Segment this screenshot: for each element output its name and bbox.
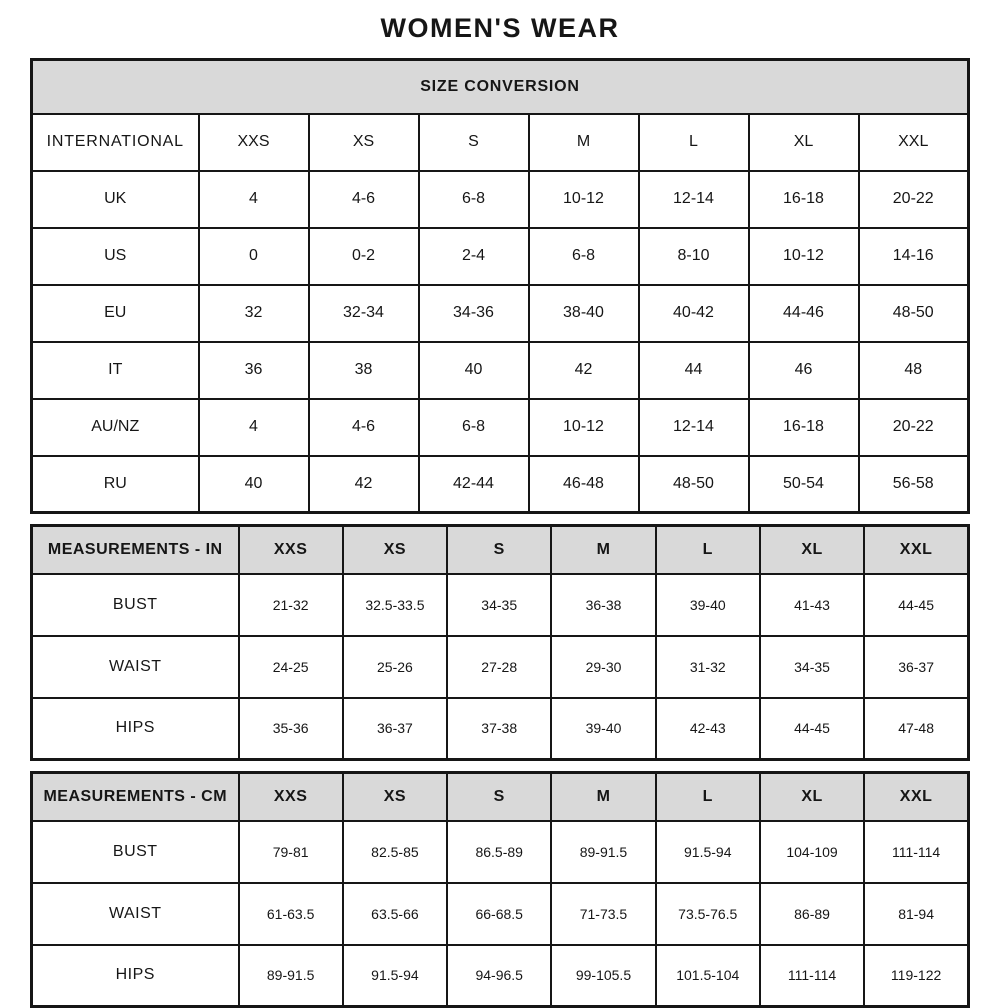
table-row-bust-cm bbox=[32, 821, 969, 883]
size-cell: 10-12 bbox=[529, 399, 639, 456]
measurement-cell: 89-91.5 bbox=[239, 945, 343, 1007]
measurements-in-title: MEASUREMENTS - IN bbox=[32, 526, 239, 574]
row-label: WAIST bbox=[32, 636, 239, 698]
measurement-cell: 79-81 bbox=[239, 821, 343, 883]
size-cell: 36 bbox=[199, 342, 309, 399]
measurement-cell: 32.5-33.5 bbox=[343, 574, 447, 636]
measurements-in-table bbox=[30, 524, 970, 761]
row-label: BUST bbox=[32, 821, 239, 883]
size-cell: 48 bbox=[859, 342, 969, 399]
size-cell: 10-12 bbox=[749, 228, 859, 285]
measurement-cell: 37-38 bbox=[447, 698, 551, 760]
column-header-xs: XS bbox=[343, 773, 447, 821]
size-cell: 16-18 bbox=[749, 399, 859, 456]
measurement-cell: 24-25 bbox=[239, 636, 343, 698]
column-header-xxl: XXL bbox=[859, 114, 969, 171]
measurement-cell: 63.5-66 bbox=[343, 883, 447, 945]
column-header-xxl: XXL bbox=[864, 526, 968, 574]
size-cell: 16-18 bbox=[749, 171, 859, 228]
measurement-cell: 111-114 bbox=[760, 945, 864, 1007]
row-label: BUST bbox=[32, 574, 239, 636]
measurement-cell: 89-91.5 bbox=[551, 821, 655, 883]
column-header-xl: XL bbox=[760, 773, 864, 821]
size-cell: 40-42 bbox=[639, 285, 749, 342]
size-cell: 42 bbox=[529, 342, 639, 399]
column-header-s: S bbox=[447, 526, 551, 574]
table-row-hips-cm bbox=[32, 945, 969, 1007]
measurement-cell: 111-114 bbox=[864, 821, 968, 883]
column-header-xxs: XXS bbox=[239, 526, 343, 574]
measurement-cell: 86.5-89 bbox=[447, 821, 551, 883]
size-cell: 48-50 bbox=[639, 456, 749, 513]
size-cell: 6-8 bbox=[529, 228, 639, 285]
size-cell: 34-36 bbox=[419, 285, 529, 342]
column-header-xxs: XXS bbox=[199, 114, 309, 171]
measurement-cell: 29-30 bbox=[551, 636, 655, 698]
measurement-cell: 36-37 bbox=[864, 636, 968, 698]
measurement-cell: 25-26 bbox=[343, 636, 447, 698]
measurement-cell: 66-68.5 bbox=[447, 883, 551, 945]
size-cell: 20-22 bbox=[859, 171, 969, 228]
column-header-xl: XL bbox=[760, 526, 864, 574]
column-header-s: S bbox=[419, 114, 529, 171]
size-cell: 12-14 bbox=[639, 171, 749, 228]
table-row-bust-in bbox=[32, 574, 969, 636]
size-cell: 38-40 bbox=[529, 285, 639, 342]
measurement-cell: 21-32 bbox=[239, 574, 343, 636]
size-cell: 38 bbox=[309, 342, 419, 399]
measurement-cell: 34-35 bbox=[760, 636, 864, 698]
measurement-cell: 82.5-85 bbox=[343, 821, 447, 883]
measurement-cell: 39-40 bbox=[656, 574, 760, 636]
table-row-waist-in bbox=[32, 636, 969, 698]
size-cell: 42 bbox=[309, 456, 419, 513]
column-header-m: M bbox=[551, 526, 655, 574]
size-cell: 4 bbox=[199, 171, 309, 228]
measurement-cell: 71-73.5 bbox=[551, 883, 655, 945]
measurement-cell: 31-32 bbox=[656, 636, 760, 698]
size-cell: 32-34 bbox=[309, 285, 419, 342]
row-label: UK bbox=[32, 171, 199, 228]
size-cell: 40 bbox=[199, 456, 309, 513]
measurement-cell: 36-38 bbox=[551, 574, 655, 636]
row-label: WAIST bbox=[32, 883, 239, 945]
measurement-cell: 42-43 bbox=[656, 698, 760, 760]
column-header-l: L bbox=[656, 526, 760, 574]
column-header-m: M bbox=[551, 773, 655, 821]
column-header-l: L bbox=[656, 773, 760, 821]
row-label: RU bbox=[32, 456, 199, 513]
table-row-ru bbox=[32, 456, 969, 513]
column-header-international: INTERNATIONAL bbox=[32, 114, 199, 171]
measurement-cell: 81-94 bbox=[864, 883, 968, 945]
measurement-cell: 91.5-94 bbox=[656, 821, 760, 883]
size-cell: 44 bbox=[639, 342, 749, 399]
size-cell: 56-58 bbox=[859, 456, 969, 513]
table-row-aunz bbox=[32, 399, 969, 456]
column-header-xxs: XXS bbox=[239, 773, 343, 821]
measurement-cell: 44-45 bbox=[864, 574, 968, 636]
size-cell: 44-46 bbox=[749, 285, 859, 342]
row-label: HIPS bbox=[32, 698, 239, 760]
measurement-cell: 94-96.5 bbox=[447, 945, 551, 1007]
size-conversion-title: SIZE CONVERSION bbox=[32, 60, 969, 114]
size-cell: 6-8 bbox=[419, 399, 529, 456]
measurement-cell: 27-28 bbox=[447, 636, 551, 698]
size-cell: 6-8 bbox=[419, 171, 529, 228]
size-cell: 50-54 bbox=[749, 456, 859, 513]
size-cell: 48-50 bbox=[859, 285, 969, 342]
column-header-xxl: XXL bbox=[864, 773, 968, 821]
measurement-cell: 34-35 bbox=[447, 574, 551, 636]
table-row-us bbox=[32, 228, 969, 285]
measurement-cell: 73.5-76.5 bbox=[656, 883, 760, 945]
measurement-cell: 47-48 bbox=[864, 698, 968, 760]
page-title: WOMEN'S WEAR bbox=[380, 13, 620, 43]
measurement-cell: 61-63.5 bbox=[239, 883, 343, 945]
size-cell: 10-12 bbox=[529, 171, 639, 228]
measurements-cm-table bbox=[30, 771, 970, 1008]
measurement-cell: 104-109 bbox=[760, 821, 864, 883]
row-label: AU/NZ bbox=[32, 399, 199, 456]
size-cell: 12-14 bbox=[639, 399, 749, 456]
size-cell: 40 bbox=[419, 342, 529, 399]
row-label: HIPS bbox=[32, 945, 239, 1007]
column-header-l: L bbox=[639, 114, 749, 171]
size-cell: 20-22 bbox=[859, 399, 969, 456]
measurement-cell: 44-45 bbox=[760, 698, 864, 760]
column-header-xs: XS bbox=[309, 114, 419, 171]
table-row-waist-cm bbox=[32, 883, 969, 945]
size-cell: 4-6 bbox=[309, 399, 419, 456]
row-label: IT bbox=[32, 342, 199, 399]
header-row bbox=[32, 114, 969, 171]
size-cell: 0-2 bbox=[309, 228, 419, 285]
measurement-cell: 86-89 bbox=[760, 883, 864, 945]
table-row-uk bbox=[32, 171, 969, 228]
size-conversion-table bbox=[30, 58, 970, 514]
size-cell: 42-44 bbox=[419, 456, 529, 513]
size-cell: 2-4 bbox=[419, 228, 529, 285]
size-cell: 0 bbox=[199, 228, 309, 285]
measurement-cell: 41-43 bbox=[760, 574, 864, 636]
size-cell: 14-16 bbox=[859, 228, 969, 285]
header-row bbox=[32, 526, 969, 574]
column-header-xs: XS bbox=[343, 526, 447, 574]
column-header-xl: XL bbox=[749, 114, 859, 171]
measurement-cell: 99-105.5 bbox=[551, 945, 655, 1007]
table-row-eu bbox=[32, 285, 969, 342]
measurement-cell: 39-40 bbox=[551, 698, 655, 760]
measurement-cell: 91.5-94 bbox=[343, 945, 447, 1007]
size-cell: 4 bbox=[199, 399, 309, 456]
row-label: US bbox=[32, 228, 199, 285]
size-cell: 4-6 bbox=[309, 171, 419, 228]
table-title-row bbox=[32, 60, 969, 114]
size-cell: 46-48 bbox=[529, 456, 639, 513]
measurement-cell: 36-37 bbox=[343, 698, 447, 760]
size-cell: 8-10 bbox=[639, 228, 749, 285]
size-cell: 32 bbox=[199, 285, 309, 342]
measurement-cell: 119-122 bbox=[864, 945, 968, 1007]
measurements-cm-title: MEASUREMENTS - CM bbox=[32, 773, 239, 821]
measurement-cell: 35-36 bbox=[239, 698, 343, 760]
size-cell: 46 bbox=[749, 342, 859, 399]
table-row-it bbox=[32, 342, 969, 399]
header-row bbox=[32, 773, 969, 821]
column-header-m: M bbox=[529, 114, 639, 171]
row-label: EU bbox=[32, 285, 199, 342]
column-header-s: S bbox=[447, 773, 551, 821]
measurement-cell: 101.5-104 bbox=[656, 945, 760, 1007]
table-row-hips-in bbox=[32, 698, 969, 760]
